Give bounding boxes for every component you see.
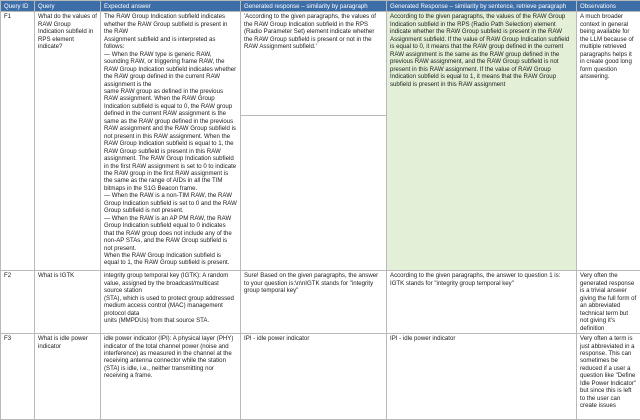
observations-cell: A much broader context in general being available for the LLM because of multiple retrieved paragraphs helps it in create good long form question answering. <box>577 12 640 271</box>
observations-cell: Very often a term is just abbreviated in a response. This can sometimes be reduced if a user a question like "Define Idle Power Indicator" but since this is left to the user can create issues <box>577 334 640 420</box>
header-query-id: Query ID <box>1 1 35 12</box>
expected-answer-cell: integrity group temporal key (IGTK): A random value, assigned by the broadcast/multicast source station (STA), which is used to protect group addressed medium access control (MAC) management protocol data units (MMPDUs) from that source STA. <box>101 271 241 334</box>
by-paragraph-cell: Sure! Based on the given paragraphs, the answer to your question is:\n\nIGTK stands for "integrity group temporal key" <box>241 271 387 334</box>
by-paragraph-cell: IPI - idle power indicator <box>241 334 387 420</box>
by-paragraph-cell <box>241 12 387 271</box>
expected-answer-cell: The RAW Group Indication subfield indicates whether the RAW Group subfield is present in the RAW Assignment subfield and is interpreted as follows: — When the RAW type is generic RAW, sounding RAW, or triggering frame RAW, the RAW Group Indication subfield indicates whether the RAW group defined in the current RAW assignment is the same RAW group as defined in the previous RAW assignment. When the RAW Group Indication subfield is equal to 0, the RAW group defined in the current RAW assignment is the same as the RAW group defined in the previous RAW assignment and the RAW Group subfield is not present in this RAW assignment. When the RAW Group Indication subfield is equal to 1, the RAW Group subfield is present in this RAW assignment. The RAW Group Indication subfield in the first RAW assignment is set to 0 to indicate the RAW group in the first RAW assignment is the same as the range of AIDs in all the TIM bitmaps in the S1G Beacon frame. — When the RAW is a non-TIM RAW, the RAW Group Indication subfield is set to 0 and the RAW Group subfield is not present. — When the RAW is an AP PM RAW, the RAW Group Indication subfield equal to 0 indicates that the RAW group does not include any of the non-AP STAs, and the RAW Group subfield is not present. When the RAW Group Indication subfield is equal to 1, the RAW Group subfield is present. <box>101 12 241 271</box>
observations-cell: Very often the generated response is a trivial answer giving the full form of an abbreviated technical term but not giving it's definition <box>577 271 640 334</box>
header-row <box>1 1 640 12</box>
table-row <box>1 12 640 271</box>
header-by-sentence: Generated Response – similarity by sentence, retrieve paragraph <box>387 1 577 12</box>
table-row <box>1 334 640 420</box>
query-id-cell: F1 <box>1 12 35 271</box>
by-sentence-cell: IPI - idle power indicator <box>387 334 577 420</box>
by-sentence-cell: According to the given paragraphs, the answer to question 1 is: IGTK stands for "integrity group temporal key" <box>387 271 577 334</box>
query-cell: What do the values of RAW Group Indication subfield in RPS element indicate? <box>35 12 101 271</box>
header-by-paragraph: Generated response – similarity by paragraph <box>241 1 387 12</box>
by-paragraph-text: 'According to the given paragraphs, the values of the RAW Group Indication subfield in the RPS (Radio Parameter Set) element indicate whether the RAW Group subfield is present or not in the RAW Assignment subfield.' <box>241 12 386 116</box>
query-id-cell: F2 <box>1 271 35 334</box>
header-observations: Observations <box>577 1 640 12</box>
header-query: Query <box>35 1 101 12</box>
header-expected-answer: Expected answer <box>101 1 241 12</box>
query-id-cell: F3 <box>1 334 35 420</box>
query-cell: What is IGTK <box>35 271 101 334</box>
by-sentence-cell: According to the given paragraphs, the values of the RAW Group Indication subfield in the RPS (Radio Path Selection) element indicate whether the RAW Group subfield is present in the RAW Assignment subfield. If the value of RAW Group Indication subfield is equal to 0, it means that the RAW group defined in the current RAW assignment is the same as the RAW group defined in the previous RAW assignment, and the RAW Group subfield is not present in this RAW assignment. If the value of RAW Group Indication subfield is equal to 1, it means that the RAW Group subfield is present in this RAW assignment <box>387 12 577 271</box>
query-cell: What is idle power indicator <box>35 334 101 420</box>
expected-answer-cell: idle power indicator (IPI): A physical layer (PHY) indicator of the total channel power (noise and interference) as measured in the channel at the receiving antenna connector while the station (STA) is idle, i.e., neither transmitting nor receiving a frame. <box>101 334 241 420</box>
table-row <box>1 271 640 334</box>
